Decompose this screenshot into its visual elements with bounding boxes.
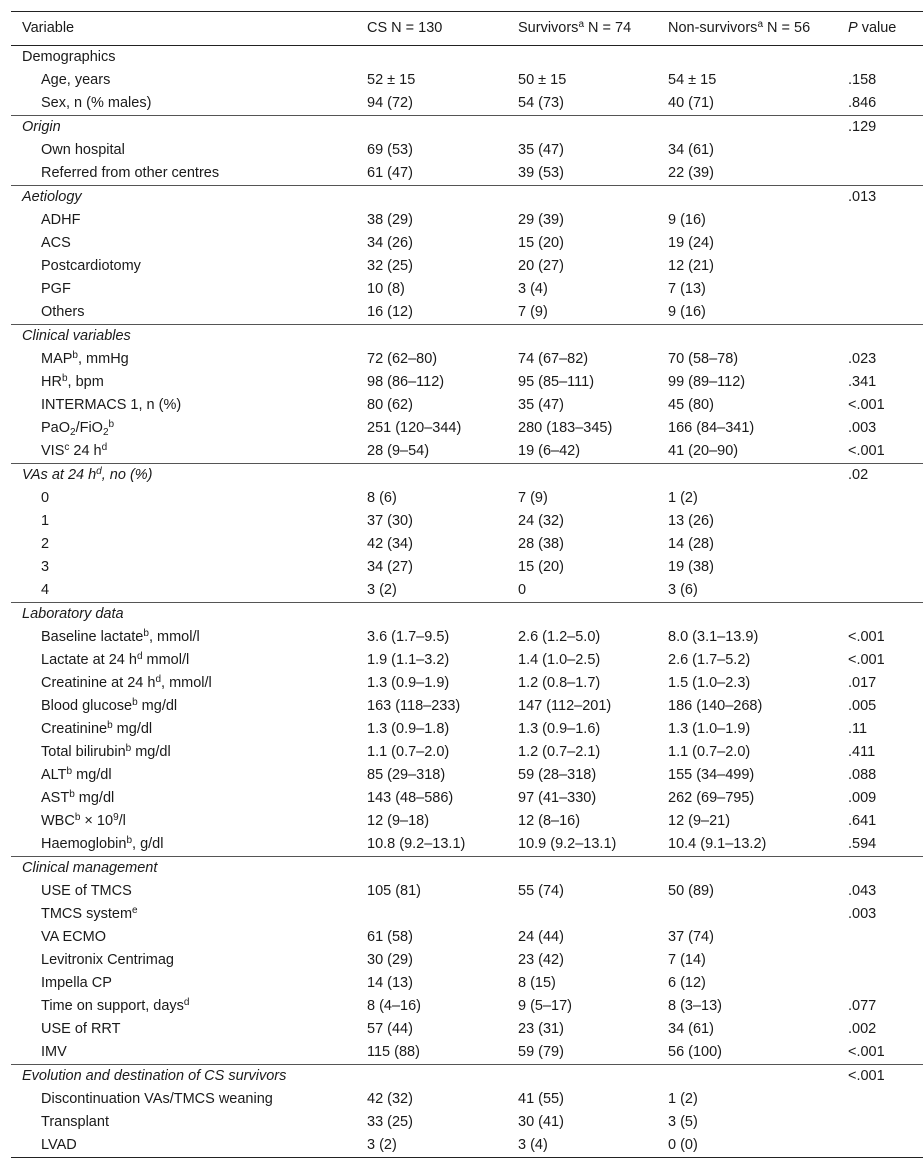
row-label: VIS$^c$ 24 $h^d$ [41,442,108,459]
cell-non-survivors: 56 (100) [668,1044,723,1060]
cell-non-survivors: 2.6 (1.7–5.2) [668,652,751,668]
cell-non-survivors: 34 (61) [668,1021,714,1037]
table-row [11,1111,923,1134]
cell-non-survivors: 37 (74) [668,929,714,945]
section-label: Origin [22,119,61,135]
cell-non-survivors: 40 (71) [668,95,714,111]
section-clinical-variables [11,325,923,349]
cell-survivors: 7 (9) [518,304,548,320]
row-label: Total bilirubin$^b$ mg/dl [41,743,171,760]
section-evolution [11,1065,923,1089]
cell-survivors: 95 (85–111) [518,374,595,390]
table-row [11,718,923,741]
cell-cs: 85 (29–318) [367,767,446,783]
cell-survivors: 35 (47) [518,142,564,158]
cell-cs: 16 (12) [367,304,413,320]
cell-cs: 10 (8) [367,281,405,297]
row-label: ADHF [41,212,81,228]
table-row [11,348,923,371]
cell-p-value: .641 [848,813,877,829]
cell-survivors: 10.9 (9.2–13.1) [518,836,617,852]
cell-non-survivors: 70 (58–78) [668,351,739,367]
cell-cs: 1.3 (0.9–1.8) [367,721,450,737]
table-row [11,672,923,695]
cell-survivors: 39 (53) [518,165,564,181]
section-label: Aetiology [22,189,82,205]
table-row [11,764,923,787]
cell-non-survivors: 1.3 (1.0–1.9) [668,721,751,737]
table-row [11,1041,923,1065]
table-row [11,301,923,325]
cell-survivors: 15 (20) [518,235,564,251]
cell-cs: 10.8 (9.2–13.1) [367,836,466,852]
table-row [11,417,923,440]
cell-cs: 72 (62–80) [367,351,438,367]
cell-non-survivors: 186 (140–268) [668,698,763,714]
cell-survivors: 59 (28–318) [518,767,597,783]
table-row [11,741,923,764]
table-row [11,162,923,186]
table-row [11,255,923,278]
row-label: Blood glucose$^b$ mg/dl [41,697,178,714]
cell-non-survivors: 34 (61) [668,142,714,158]
cell-non-survivors: 7 (14) [668,952,706,968]
row-label: Creatinine at 24 $h^d$, mmol/l [41,674,212,691]
table-row [11,533,923,556]
cell-p-value: .341 [848,374,877,390]
cell-cs: 42 (34) [367,536,413,552]
cell-non-survivors: 14 (28) [668,536,714,552]
row-label: Own hospital [41,142,125,158]
cell-non-survivors: 99 (89–112) [668,374,746,390]
cell-p-value: <.001 [848,397,885,413]
cell-cs: 28 (9–54) [367,443,430,459]
table-row [11,995,923,1018]
cell-p-value: .043 [848,883,877,899]
header-p-value: P value [848,20,897,36]
table-row [11,949,923,972]
section-label: Clinical variables [22,328,131,344]
table-row [11,972,923,995]
cell-cs: 57 (44) [367,1021,413,1037]
row-label: Creatinine$^b$ mg/dl [41,720,153,737]
cell-non-survivors: 1 (2) [668,490,698,506]
table-row [11,209,923,232]
table-row [11,394,923,417]
cell-cs: 69 (53) [367,142,413,158]
section-label: Evolution and destination of CS survivors [22,1068,287,1084]
cell-non-survivors: 8.0 (3.1–13.9) [668,629,759,645]
section-laboratory [11,603,923,627]
cell-non-survivors: 9 (16) [668,304,706,320]
cell-non-survivors: 41 (20–90) [668,443,739,459]
row-label: AST$^b$ mg/dl [41,789,115,806]
table-row [11,139,923,162]
row-label: $WBC^b \times 10^9/l$ [41,812,126,829]
row-label: $HR^b$, bpm [41,373,104,390]
row-label: IMV [41,1044,67,1060]
table-row [11,556,923,579]
cell-p-value: <.001 [848,443,885,459]
table-row [11,92,923,116]
table-row [11,810,923,833]
row-label: Referred from other centres [41,165,220,181]
cell-cs: 115 (88) [367,1044,420,1060]
cell-cs: 34 (27) [367,559,413,575]
cell-non-survivors: 54 ± 15 [668,72,717,88]
cell-non-survivors: 7 (13) [668,281,706,297]
cell-survivors: 1.4 (1.0–2.5) [518,652,601,668]
table-row [11,880,923,903]
cell-p-value: <.001 [848,1068,885,1084]
table-row [11,626,923,649]
section-clinical-management [11,857,923,881]
row-label: Baseline lactate$^b$, mmol/l [41,628,200,645]
cell-survivors: 50 ± 15 [518,72,567,88]
table-row [11,278,923,301]
cell-non-survivors: 155 (34–499) [668,767,755,783]
cell-cs: 80 (62) [367,397,413,413]
cell-survivors: 0 [518,582,527,598]
cell-p-value: .411 [848,744,876,760]
row-label: TMCS system$^e$ [41,905,138,922]
cell-non-survivors: 19 (38) [668,559,714,575]
cell-non-survivors: 6 (12) [668,975,706,991]
cell-survivors: 8 (15) [518,975,556,991]
cell-survivors: 280 (183–345) [518,420,613,436]
section-origin [11,116,923,140]
cell-survivors: 41 (55) [518,1091,564,1107]
cell-p-value: .088 [848,767,877,783]
row-label: PaO$_2$/FiO$_2^b$ [41,419,115,438]
row-label: ALT$^b$ mg/dl [41,766,112,783]
row-label: Haemoglobin$^b$, g/dl [41,835,164,852]
table-row [11,787,923,810]
section-aetiology [11,186,923,210]
row-label: 1 [41,513,50,529]
results-table [11,11,923,1158]
cell-survivors: 54 (73) [518,95,564,111]
cell-cs: 34 (26) [367,235,413,251]
cell-non-survivors: 22 (39) [668,165,714,181]
cell-non-survivors: 12 (21) [668,258,714,274]
row-label: Transplant [41,1114,109,1130]
cell-survivors: 15 (20) [518,559,564,575]
cell-survivors: 30 (41) [518,1114,564,1130]
cell-non-survivors: 1 (2) [668,1091,698,1107]
cell-survivors: 1.2 (0.8–1.7) [518,675,601,691]
cell-survivors: 3 (4) [518,1137,548,1153]
cell-survivors: 20 (27) [518,258,564,274]
cell-non-survivors: 3 (5) [668,1114,698,1130]
row-label: Postcardiotomy [41,258,141,274]
table-row [11,232,923,255]
row-label: Lactate at 24 $h^d$ mmol/l [41,651,190,668]
cell-cs: 37 (30) [367,513,413,529]
cell-p-value: <.001 [848,652,885,668]
cell-cs: 1.9 (1.1–3.2) [367,652,450,668]
section-label: Clinical management [22,860,158,876]
cell-non-survivors: 1.1 (0.7–2.0) [668,744,751,760]
table-row [11,695,923,718]
header-survivors: Survivors$^a$ N = 74 [518,19,632,36]
table-row [11,440,923,464]
cell-non-survivors: 3 (6) [668,582,698,598]
table-row [11,487,923,510]
table-row [11,926,923,949]
cell-p-value: .023 [848,351,877,367]
cell-cs: 8 (4–16) [367,998,422,1014]
cell-p-value: .002 [848,1021,877,1037]
cell-survivors: 9 (5–17) [518,998,573,1014]
table-row [11,649,923,672]
row-label: LVAD [41,1137,77,1153]
cell-cs: 3 (2) [367,1137,397,1153]
cell-survivors: 23 (31) [518,1021,564,1037]
cell-cs: 3.6 (1.7–9.5) [367,629,450,645]
row-label: Discontinuation VAs/TMCS weaning [41,1091,273,1107]
cell-non-survivors: 8 (3–13) [668,998,723,1014]
header-non-survivors: Non-survivors$^a$ N = 56 [668,19,811,36]
cell-cs: 105 (81) [367,883,422,899]
cell-survivors: 19 (6–42) [518,443,581,459]
row-label: MAP$^b$, mmHg [41,350,129,367]
cell-survivors: 55 (74) [518,883,564,899]
cell-survivors: 2.6 (1.2–5.0) [518,629,601,645]
row-label: Time on support, days$^d$ [41,997,190,1014]
cell-non-survivors: 50 (89) [668,883,714,899]
row-label: Impella CP [41,975,112,991]
cell-survivors: 24 (32) [518,513,564,529]
cell-cs: 61 (47) [367,165,413,181]
cell-cs: 33 (25) [367,1114,413,1130]
cell-cs: 42 (32) [367,1091,413,1107]
table-row [11,579,923,603]
row-label: Others [41,304,85,320]
cell-p-value: .013 [848,189,877,205]
row-label: Age, years [41,72,111,88]
table-row [11,833,923,857]
row-label: ACS [41,235,71,251]
cell-survivors: 24 (44) [518,929,564,945]
table-row [11,510,923,533]
header-row [11,12,923,46]
table-row [11,1018,923,1041]
cell-non-survivors: 13 (26) [668,513,714,529]
row-label: USE of RRT [41,1021,121,1037]
cell-survivors: 97 (41–330) [518,790,597,806]
row-label: 3 [41,559,50,575]
cell-cs: 32 (25) [367,258,413,274]
row-label: PGF [41,281,71,297]
cell-p-value: .077 [848,998,877,1014]
cell-cs: 14 (13) [367,975,413,991]
cell-cs: 12 (9–18) [367,813,430,829]
cell-survivors: 12 (8–16) [518,813,581,829]
section-label: Laboratory data [22,606,124,622]
table-row [11,1134,923,1158]
cell-p-value: .158 [848,72,877,88]
cell-non-survivors: 166 (84–341) [668,420,755,436]
cell-survivors: 147 (112–201) [518,698,612,714]
table-row [11,69,923,92]
cell-non-survivors: 45 (80) [668,397,714,413]
cell-survivors: 1.2 (0.7–2.1) [518,744,601,760]
cell-cs: 1.1 (0.7–2.0) [367,744,450,760]
cell-cs: 1.3 (0.9–1.9) [367,675,450,691]
cell-survivors: 7 (9) [518,490,548,506]
cell-cs: 3 (2) [367,582,397,598]
cell-p-value: .005 [848,698,877,714]
row-label: VA ECMO [41,929,106,945]
section-label: Demographics [22,49,116,65]
cell-cs: 61 (58) [367,929,413,945]
section-vas [11,464,923,488]
cell-cs: 8 (6) [367,490,397,506]
cell-p-value: .02 [848,467,869,483]
table-row [11,1088,923,1111]
cell-survivors: 3 (4) [518,281,548,297]
cell-non-survivors: 0 (0) [668,1137,698,1153]
row-label: 0 [41,490,50,506]
cell-p-value: .594 [848,836,877,852]
cell-p-value: .003 [848,906,877,922]
row-label: Levitronix Centrimag [41,952,174,968]
cell-non-survivors: 12 (9–21) [668,813,731,829]
row-label: 2 [41,536,50,552]
cell-cs: 30 (29) [367,952,413,968]
cell-p-value: <.001 [848,1044,885,1060]
cell-survivors: 74 (67–82) [518,351,589,367]
cell-cs: 143 (48–586) [367,790,454,806]
row-label: 4 [41,582,50,598]
cell-survivors: 23 (42) [518,952,564,968]
cell-survivors: 1.3 (0.9–1.6) [518,721,601,737]
cell-cs: 52 ± 15 [367,72,416,88]
cell-non-survivors: 9 (16) [668,212,706,228]
row-label: USE of TMCS [41,883,132,899]
cell-non-survivors: 19 (24) [668,235,714,251]
cell-p-value: .846 [848,95,877,111]
cell-cs: 94 (72) [367,95,413,111]
section-demographics [11,46,923,70]
table-row [11,903,923,926]
cell-survivors: 59 (79) [518,1044,564,1060]
cell-survivors: 28 (38) [518,536,564,552]
cell-p-value: .009 [848,790,877,806]
cell-non-survivors: 262 (69–795) [668,790,755,806]
cell-cs: 38 (29) [367,212,413,228]
cell-survivors: 29 (39) [518,212,564,228]
cell-cs: 163 (118–233) [367,698,461,714]
header-cs: CS N = 130 [367,20,443,36]
header-variable: Variable [22,20,75,36]
cell-p-value: .017 [848,675,877,691]
cell-cs: 251 (120–344) [367,420,462,436]
row-label: Sex, n (% males) [41,95,152,111]
cell-survivors: 35 (47) [518,397,564,413]
section-label: VAs at 24 $h^d$, no (%) [22,466,153,483]
cell-non-survivors: 10.4 (9.1–13.2) [668,836,767,852]
cell-p-value: .11 [848,721,868,737]
cell-p-value: .003 [848,420,877,436]
row-label: INTERMACS 1, n (%) [41,397,182,413]
cell-non-survivors: 1.5 (1.0–2.3) [668,675,751,691]
cell-cs: 98 (86–112) [367,374,445,390]
cell-p-value: .129 [848,119,877,135]
table-row [11,371,923,394]
cell-p-value: <.001 [848,629,885,645]
